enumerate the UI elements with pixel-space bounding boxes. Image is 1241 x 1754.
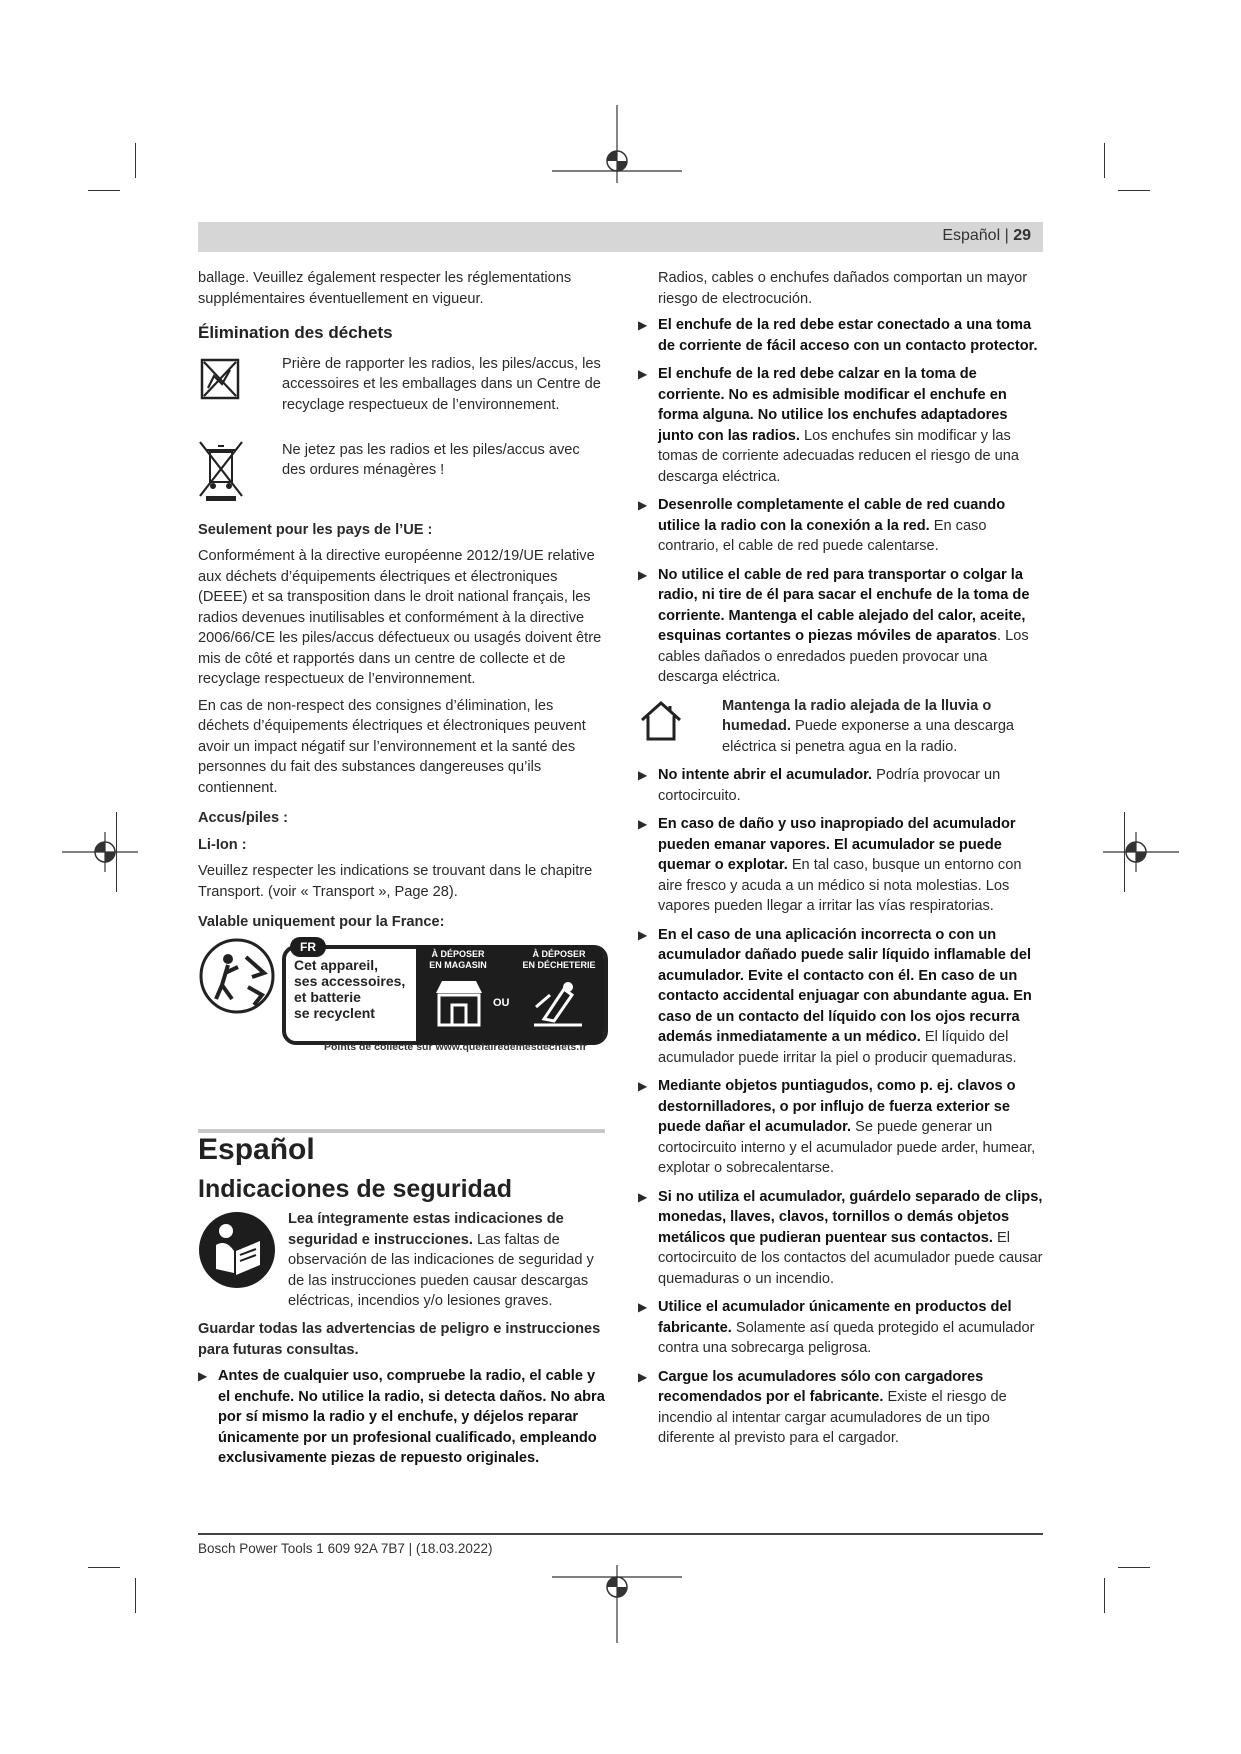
read-manual-icon (198, 1211, 276, 1289)
paragraph: Ne jetez pas les radios et les piles/accus avec des ordures ménagères ! (282, 441, 580, 478)
page-header (198, 222, 1043, 252)
bullet-triangle-icon: ▶ (638, 567, 648, 582)
bullet-triangle-icon: ▶ (638, 1369, 648, 1384)
bullet-item (198, 1366, 608, 1469)
bullet-item (638, 1187, 1043, 1290)
paragraph: Radios, cables o enchufes dañados comportan un mayor riesgo de electrocución. (658, 270, 1028, 307)
bullet-triangle-icon: ▶ (638, 1300, 648, 1314)
triman-small-text: EN DÉCHETERIE (522, 960, 596, 970)
registration-mark-icon (62, 830, 138, 874)
bold-text: Lea íntegramente estas indicaciones de seguridad e instrucciones. (288, 1211, 564, 1248)
section-subtitle: Seulement pour les pays de l’UE : (198, 521, 433, 538)
bullet-item (638, 364, 1043, 487)
bullet-triangle-icon: ▶ (198, 1369, 208, 1383)
right-column (638, 268, 1043, 1457)
left-column-espanol (198, 1133, 608, 1477)
read-manual-row (198, 1209, 608, 1313)
triman-ou: OU (493, 997, 510, 1009)
triman-collect-text: Points de collecte sur www.quefairedemesdechets.fr (324, 1041, 587, 1053)
triman-line: se recyclent (294, 1005, 375, 1021)
section-subtitle: Li-Ion : (198, 836, 247, 853)
triman-line: et batterie (294, 989, 361, 1005)
crop-mark (1118, 190, 1150, 191)
bullet-item (638, 1297, 1043, 1359)
bold-text: En caso de daño y uso inapropiado del acumulador pueden emanar vapores. El acumulador se puede quemar o explotar. (658, 816, 1016, 873)
bullet-item (638, 814, 1043, 917)
paragraph-text: . Los cables dañados o enredados pueden provocar una descarga eléctrica. (658, 628, 1029, 685)
header-text (942, 227, 1031, 245)
crop-mark (1118, 1567, 1150, 1568)
footer-text: Bosch Power Tools 1 609 92A 7B7 | (18.03.2022) (198, 1541, 493, 1556)
bold-text: Mediante objetos puntiagudos, como p. ej. clavos o destornilladores, o por influjo de fuerza exterior se puede dañar el acumulador. (658, 1078, 1016, 1135)
triman-decheterie-label (516, 949, 602, 971)
dechetterie-icon (530, 979, 586, 1029)
triman-icon (198, 937, 276, 1015)
crossed-bin-icon (198, 440, 244, 502)
triman-line: ses accessoires, (294, 973, 406, 989)
bullet-item (638, 565, 1043, 688)
registration-mark-icon (552, 105, 682, 195)
bullet-item (638, 925, 1043, 1069)
header-language: Español (942, 227, 1001, 244)
bullet-item (638, 1076, 1043, 1179)
crop-mark (1104, 143, 1105, 178)
bullet-item (638, 1367, 1043, 1449)
bold-text: Antes de cualquier uso, compruebe la radio, el cable y el enchufe. No utilice la radio, si detecta daños. No abra por sí mismo la radio y el enchufe, y déjelos reparar únicamente por un profesional cualificado, empleando exclusivamente piezas de repuesto originales. (218, 1368, 605, 1466)
left-column (198, 268, 603, 939)
paragraph: ballage. Veuillez également respecter les réglementations supplémentaires éventuellement en vigueur. (198, 270, 572, 307)
bold-text: No utilice el cable de red para transportar o colgar la radio, ni tire de él para sacar el enchufe de la toma de corriente. Mantenga el cable alejado del calor, aceite, esquinas cortantes o piezas móviles de aparatos (658, 566, 1030, 644)
bullet-item (638, 765, 1043, 806)
triman-badge: FR (290, 937, 326, 957)
bullet-triangle-icon: ▶ (638, 318, 648, 332)
section-subtitle: Accus/piles : (198, 810, 289, 826)
triman-small-text: À DÉPOSER (431, 949, 485, 959)
paragraph-text: Se puede generar un cortocircuito interno y el acumulador puede arder, humear, explotar o sobrecalentarse. (658, 1119, 1036, 1176)
paragraph-text: El cortocircuito de los contactos del acumulador puede causar quemaduras o un incendio. (658, 1229, 1043, 1287)
shop-icon (434, 979, 484, 1027)
bullet-item (638, 495, 1043, 557)
bold-text: Utilice el acumulador únicamente en productos del fabricante. (658, 1299, 1012, 1336)
paragraph-text: Los enchufes sin modificar y las tomas de corriente adecuadas reducen el riesgo de una descarga eléctrica. (658, 427, 1020, 485)
bullet-triangle-icon: ▶ (638, 927, 648, 942)
paragraph-text: Solamente así queda protegido el acumulador contra una sobrecarga peligrosa. (658, 1319, 1035, 1356)
crop-mark (135, 1578, 136, 1613)
bold-text: Mantenga la radio alejada de la lluvia o humedad. (722, 697, 992, 734)
bin-row (198, 440, 603, 506)
section-title: Indicaciones de seguridad (198, 1174, 512, 1203)
language-title: Español (198, 1133, 315, 1166)
bullet-triangle-icon: ▶ (638, 1189, 648, 1204)
paragraph-text: Las faltas de observación de las indicaciones de seguridad y de las instrucciones pueden causar descargas eléctricas, incendios y/o lesiones graves. (288, 1231, 594, 1309)
header-separator: | (1004, 227, 1009, 244)
triman-small-text: EN MAGASIN (429, 960, 487, 970)
paragraph: En cas de non-respect des consignes d’élimination, les déchets d’équipements électriques et électroniques peuvent avoir un impact négatif sur l’environnement et la santé des personnes du fait des substances dangereuses qu’ils contiennent. (198, 697, 586, 796)
recycle-row (198, 354, 603, 436)
page-number: 29 (1013, 227, 1031, 244)
paragraph-text: Puede exponerse a una descarga eléctrica si penetra agua en la radio. (722, 718, 1015, 755)
house-icon (638, 700, 684, 742)
paragraph-text: Existe el riesgo de incendio al intentar cargar acumuladores de un tipo diferente al previsto para el cargador. (658, 1389, 1007, 1446)
paragraph-text: El líquido del acumulador puede irritar la piel o producir quemaduras. (658, 1029, 1017, 1066)
paragraph (198, 1319, 608, 1360)
paragraph-text: En tal caso, busque un entorno con aire fresco y acuda a un médico si nota molestias. Los vapores pueden llegar a irritar las vías respiratorias. (658, 857, 1022, 914)
triman-magasin-label (420, 949, 496, 971)
paragraph-text: Podría provocar un cortocircuito. (658, 767, 1001, 804)
registration-mark-icon (552, 1565, 682, 1645)
paragraph (288, 1209, 608, 1312)
bullet-item (638, 315, 1043, 356)
section-title: Élimination des déchets (198, 323, 393, 342)
triman-label (198, 935, 608, 1060)
bullet-triangle-icon: ▶ (638, 367, 648, 381)
crop-mark (88, 190, 120, 191)
bullet-triangle-icon: ▶ (638, 768, 648, 782)
paragraph: Conformément à la directive européenne 2012/19/UE relative aux déchets d’équipements électriques et électroniques (DEEE) et sa transposition dans le droit national français, les radios devenues inutilisables et conformément à la directive 2006/66/CE les piles/accus défectueux ou usagés doivent être mis de côté et rapportés dans un centre de collecte et de recyclage respectueux de l’environnement. (198, 548, 602, 687)
recycle-packaging-icon (200, 358, 240, 400)
triman-line: Cet appareil, (294, 957, 379, 973)
registration-mark-icon (1103, 830, 1179, 874)
bullet-triangle-icon: ▶ (638, 498, 648, 512)
bold-text: Si no utiliza el acumulador, guárdelo separado de clips, monedas, llaves, clavos, tornillos o demás objetos metálicos que pudieran puentear sus contactos. (658, 1188, 1043, 1246)
bold-text: Guardar todas las advertencias de peligro e instrucciones para futuras consultas. (198, 1321, 601, 1358)
triman-text (294, 957, 405, 1021)
bold-text: El enchufe de la red debe calzar en la toma de corriente. No es admisible modificar el enchufe en forma alguna. No utilice los enchufes adaptadores junto con las radios. (658, 366, 1008, 444)
bold-text: En el caso de una aplicación incorrecta o con un acumulador dañado puede salir líquido inflamable del acumulador. Evite el contacto con él. En caso de un contacto accidental enjuagar con abundante agua. En caso de un contacto del líquido con los ojos recurra además inmediatamente a un médico. (658, 926, 1032, 1045)
crop-mark (1104, 1578, 1105, 1613)
bold-text: El enchufe de la red debe estar conectado a una toma de corriente de fácil acceso con un contacto protector. (658, 317, 1038, 354)
paragraph: Veuillez respecter les indications se trouvant dans le chapitre Transport. (voir « Transport », Page 28). (198, 863, 593, 900)
crop-mark (135, 143, 136, 178)
bullet-triangle-icon: ▶ (638, 1079, 648, 1093)
rain-warning-row (638, 696, 1043, 758)
crop-mark (88, 1567, 120, 1568)
bold-text: Cargue los acumuladores sólo con cargadores recomendados por el fabricante. (658, 1368, 984, 1405)
triman-small-text: À DÉPOSER (532, 949, 586, 959)
section-subtitle: Valable uniquement pour la France: (198, 914, 445, 930)
paragraph-text: En caso contrario, el cable de red puede calentarse. (658, 517, 987, 554)
bold-text: Desenrolle completamente el cable de red cuando utilice la radio con la conexión a la red. (658, 497, 1006, 534)
paragraph: Prière de rapporter les radios, les piles/accus, les accessoires et les emballages dans un Centre de recyclage respectueux de l’environnement. (282, 355, 601, 413)
footer-rule (198, 1533, 1043, 1535)
paragraph (722, 696, 1043, 758)
bold-text: No intente abrir el acumulador. (658, 767, 873, 783)
bullet-triangle-icon: ▶ (638, 817, 648, 831)
